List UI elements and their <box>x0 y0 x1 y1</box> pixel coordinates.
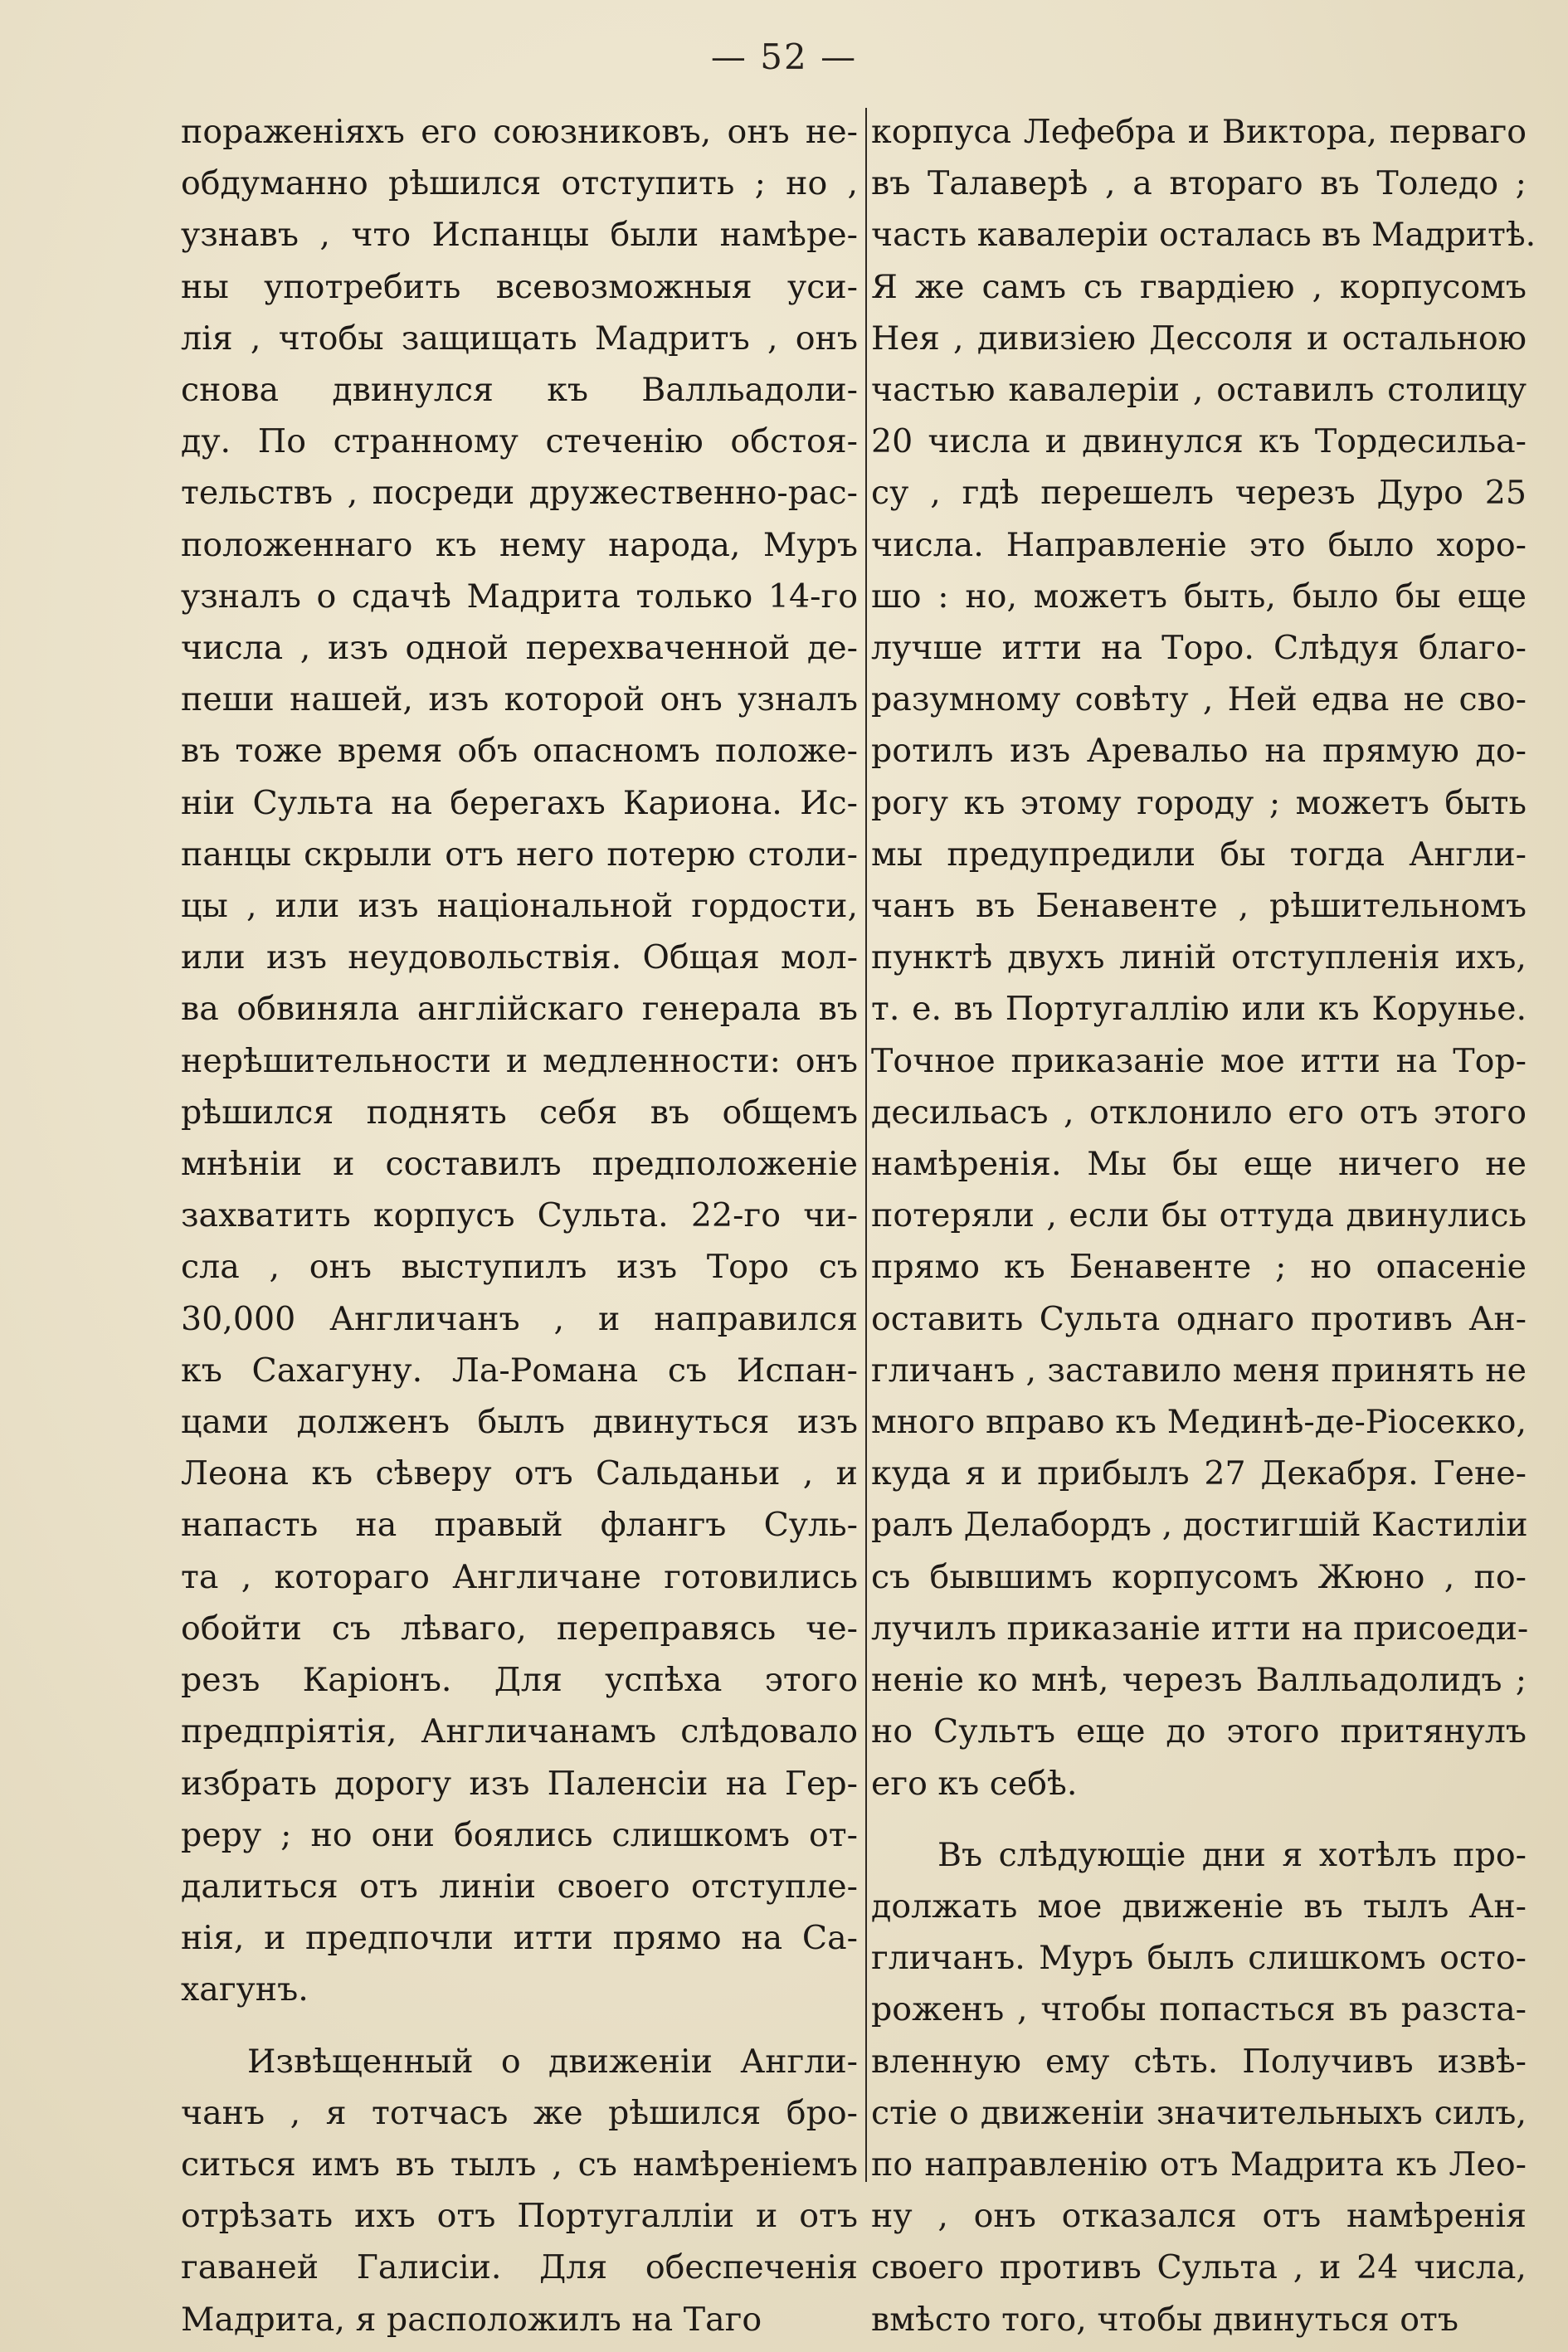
text-line: прямо къ Бенавенте ; но опасенiе <box>871 1248 1527 1287</box>
text-line: та , котораго Англичане готовились <box>181 1557 858 1596</box>
text-line: мы предупредили бы тогда Англи- <box>871 835 1527 874</box>
left-column <box>181 106 858 2345</box>
text-line: роженъ , чтобы попасться въ разста- <box>871 1990 1527 2029</box>
text-line: пунктѣ двухъ линiй отступленiя ихъ, <box>871 938 1527 977</box>
text-line: лiя , чтобы защищать Мадритъ , онъ <box>181 319 858 358</box>
text-line: тельствъ , посреди дружественно-рас- <box>181 474 858 513</box>
text-line: предпрiятiя, Англичанамъ слѣдовало <box>181 1712 858 1751</box>
text-line: лучилъ приказанiе итти на присоеди- <box>871 1609 1529 1648</box>
text-line: ну , онъ отказался отъ намѣренiя <box>871 2197 1527 2236</box>
text-line: нiя, и предпочли итти прямо на Са- <box>181 1919 858 1958</box>
text-line: ны употребить всевозможныя уси- <box>181 267 858 306</box>
column-divider <box>865 108 867 2182</box>
text-line: ротилъ изъ Аревальо на прямую до- <box>871 732 1527 771</box>
text-line: или изъ неудовольствiя. Общая мол- <box>181 938 858 977</box>
text-line: избрать дорогу изъ Паленсiи на Гер- <box>181 1764 858 1803</box>
text-line: по направленiю отъ Мадрита къ Лео- <box>871 2145 1527 2184</box>
text-line: гличанъ. Муръ былъ слишкомъ осто- <box>871 1939 1527 1978</box>
text-line: пеши нашей, изъ которой онъ узналъ <box>181 680 858 719</box>
text-line: нерѣшительности и медленности: онъ <box>181 1041 858 1080</box>
text-line: 30,000 Англичанъ , и направился <box>181 1299 858 1338</box>
text-line: гаваней Галисiи. Для обеспеченiя <box>181 2248 858 2287</box>
text-line: узнавъ , что Испанцы были намѣре- <box>181 216 858 255</box>
text-line: цами долженъ былъ двинуться изъ <box>181 1403 858 1442</box>
text-line: нiи Сульта на берегахъ Кариона. Ис- <box>181 783 858 822</box>
text-line: ду. По странному стеченiю обстоя- <box>181 422 858 461</box>
text-line: т. е. въ Португаллiю или къ Корунье. <box>871 990 1527 1029</box>
text-line: снова двинулся къ Валльадоли- <box>181 371 858 410</box>
text-line: много вправо къ Мединѣ-де-Рiосекко, <box>871 1403 1527 1442</box>
text-line: ситься имъ въ тылъ , съ намѣренiемъ <box>181 2145 858 2184</box>
text-line: узналъ о сдачѣ Мадрита только 14-го <box>181 577 858 616</box>
text-line: су , гдѣ перешелъ черезъ Дуро 25 <box>871 474 1527 513</box>
text-line: мнѣнiи и составилъ предположенiе <box>181 1145 858 1184</box>
text-line: резъ Карiонъ. Для успѣха этого <box>181 1661 858 1700</box>
paragraph <box>871 1829 1527 2345</box>
text-line: потеряли , если бы оттуда двинулись <box>871 1196 1527 1235</box>
text-line: чанъ въ Бенавенте , рѣшительномъ <box>871 887 1527 926</box>
text-line: Нея , дивизiею Дессоля и остальною <box>871 319 1527 358</box>
text-line: разумному совѣту , Ней едва не сво- <box>871 680 1527 719</box>
text-line: числа. Направленiе это было хоро- <box>871 525 1527 564</box>
text-line: Мадрита, я расположилъ на Таго <box>181 2300 762 2339</box>
text-line: Точное приказанiе мое итти на Тор- <box>871 1041 1527 1080</box>
text-line: съ бывшимъ корпусомъ Жюно , по- <box>871 1557 1527 1596</box>
text-line: обдуманно рѣшился отступить ; но , <box>181 164 858 203</box>
text-line: но Сультъ еще до этого притянулъ <box>871 1712 1527 1751</box>
text-line: къ Сахагуну. Ла-Романа съ Испан- <box>181 1351 858 1390</box>
text-line: шо : но, можетъ быть, было бы еще <box>871 577 1527 616</box>
text-line: часть кавалерiи осталась въ Мадритѣ. <box>871 216 1536 255</box>
text-line: десильасъ , отклонило его отъ этого <box>871 1093 1527 1132</box>
text-line: лучше итти на Торо. Слѣдуя благо- <box>871 629 1527 668</box>
text-line: отрѣзать ихъ отъ Португаллiи и отъ <box>181 2197 858 2236</box>
text-line: реру ; но они боялись слишкомъ от- <box>181 1815 858 1854</box>
paragraph <box>181 106 858 2016</box>
text-line: корпуса Лефебра и Виктора, перваго <box>871 113 1527 151</box>
text-line: ва обвиняла англiйскаго генерала въ <box>181 990 858 1029</box>
text-line: захватить корпусъ Сульта. 22-го чи- <box>181 1196 858 1235</box>
text-line: его къ себѣ. <box>871 1764 1078 1803</box>
text-line: стiе о движенiи значительныхъ силъ, <box>871 2093 1527 2132</box>
text-line: хагунъ. <box>181 1970 309 2009</box>
text-line: числа , изъ одной перехваченной де- <box>181 629 858 668</box>
text-line: своего противъ Сульта , и 24 числа, <box>871 2248 1527 2287</box>
text-line: должать мое движенiе въ тылъ Ан- <box>871 1887 1527 1926</box>
text-line: далиться отъ линiи своего отступле- <box>181 1867 858 1906</box>
text-line: куда я и прибылъ 27 Декабря. Гене- <box>871 1454 1527 1493</box>
text-line: вмѣсто того, чтобы двинуться отъ <box>871 2300 1459 2339</box>
text-line: гличанъ , заставило меня принять не <box>871 1351 1527 1390</box>
text-line: цы , или изъ нацiональной гордости, <box>181 887 858 926</box>
text-line: Я же самъ съ гвардiею , корпусомъ <box>871 267 1527 306</box>
text-line: положеннаго къ нему народа, Муръ <box>181 525 858 564</box>
text-line: оставить Сульта однаго противъ Ан- <box>871 1299 1527 1338</box>
text-line: рѣшился поднять себя въ общемъ <box>181 1093 858 1132</box>
text-line: чанъ , я тотчасъ же рѣшился бро- <box>181 2093 858 2132</box>
text-line: ненiе ко мнѣ, черезъ Валльадолидъ ; <box>871 1661 1527 1700</box>
page-number: — 52 — <box>710 37 858 77</box>
right-column <box>871 106 1536 2345</box>
text-line: вленную ему сѣть. Получивъ извѣ- <box>871 2042 1527 2081</box>
text-line: намѣренiя. Мы бы еще ничего не <box>871 1145 1527 1184</box>
text-line: напасть на правый флангъ Суль- <box>181 1506 858 1545</box>
text-line: сла , онъ выступилъ изъ Торо съ <box>181 1248 858 1287</box>
text-line: Извѣщенный о движенiи Англи- <box>247 2042 858 2081</box>
text-line: 20 числа и двинулся къ Тордесильа- <box>871 422 1527 461</box>
text-line: Леона къ сѣверу отъ Сальданьи , и <box>181 1454 858 1493</box>
text-line: пораженiяхъ его союзниковъ, онъ не- <box>181 113 858 151</box>
paragraph <box>871 106 1536 1809</box>
text-line: панцы скрыли отъ него потерю столи- <box>181 835 858 874</box>
text-line: въ Талаверѣ , а втораго въ Толедо ; <box>871 164 1527 203</box>
text-line: обойти съ лѣваго, переправясь че- <box>181 1609 858 1648</box>
text-line: частью кавалерiи , оставилъ столицу <box>871 371 1527 410</box>
text-line: рогу къ этому городу ; можетъ быть <box>871 783 1527 822</box>
text-line: ралъ Делабордъ , достигшiй Кастилiи <box>871 1506 1528 1545</box>
text-line: въ тоже время объ опасномъ положе- <box>181 732 858 771</box>
text-line: Въ слѣдующiе дни я хотѣлъ про- <box>937 1835 1527 1874</box>
paragraph <box>181 2036 858 2345</box>
